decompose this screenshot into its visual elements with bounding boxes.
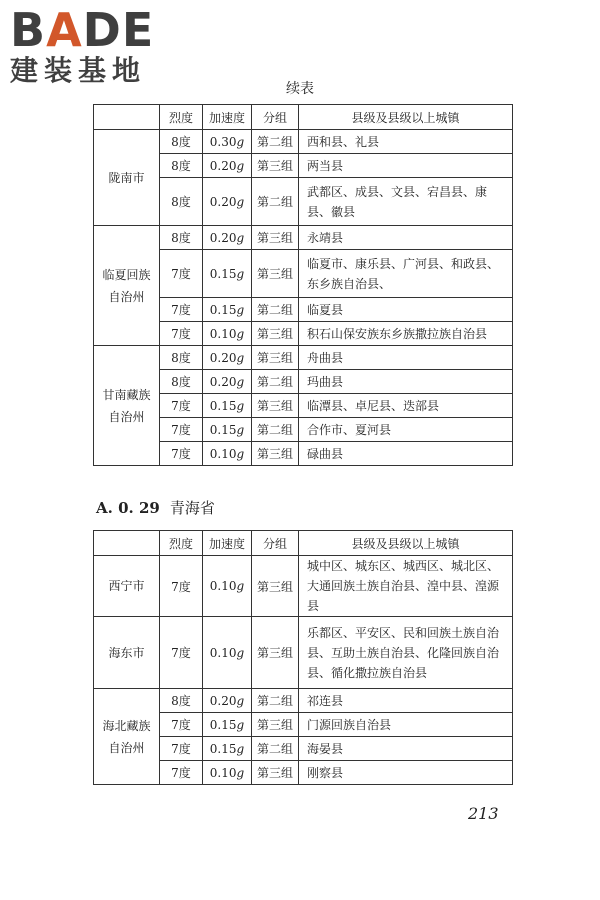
intensity-cell: 7度: [160, 617, 203, 689]
section-heading: [96, 497, 215, 518]
group-cell: 第三组: [252, 713, 299, 737]
group-cell: 第三组: [252, 250, 299, 298]
intensity-cell: 7度: [160, 556, 203, 617]
logo-letters-de: DE: [82, 3, 155, 57]
region-cell: 海北藏族自治州: [94, 689, 160, 785]
group-cell: 第二组: [252, 298, 299, 322]
region-cell: 海东市: [94, 617, 160, 689]
intensity-cell: 7度: [160, 761, 203, 785]
intensity-cell: 8度: [160, 370, 203, 394]
bade-logo: [10, 3, 155, 87]
acceleration-cell: 0.10g: [203, 442, 252, 466]
acceleration-cell: 0.20g: [203, 154, 252, 178]
intensity-cell: 7度: [160, 713, 203, 737]
table-row: [94, 130, 513, 154]
intensity-cell: 8度: [160, 178, 203, 226]
towns-cell: 城中区、城东区、城西区、城北区、大通回族土族自治县、湟中县、湟源县: [299, 556, 513, 617]
towns-cell: 临夏县: [299, 298, 513, 322]
intensity-cell: 7度: [160, 298, 203, 322]
table-row: [94, 689, 513, 713]
table-row: [94, 556, 513, 617]
header-towns: 县级及县级以上城镇: [299, 105, 513, 130]
group-cell: 第三组: [252, 761, 299, 785]
group-cell: 第三组: [252, 226, 299, 250]
logo-letter-b: B: [10, 3, 47, 57]
acceleration-cell: 0.10g: [203, 322, 252, 346]
towns-cell: 乐都区、平安区、民和回族土族自治县、互助土族自治县、化隆回族自治县、循化撒拉族自治县: [299, 617, 513, 689]
acceleration-cell: 0.10g: [203, 556, 252, 617]
intensity-cell: 8度: [160, 689, 203, 713]
header-acceleration: 加速度: [203, 105, 252, 130]
intensity-cell: 7度: [160, 737, 203, 761]
acceleration-cell: 0.20g: [203, 370, 252, 394]
group-cell: 第二组: [252, 130, 299, 154]
header-group: 分组: [252, 105, 299, 130]
acceleration-cell: 0.15g: [203, 250, 252, 298]
towns-cell: 武都区、成县、文县、宕昌县、康县、徽县: [299, 178, 513, 226]
towns-cell: 祁连县: [299, 689, 513, 713]
header-region: [94, 531, 160, 556]
logo-wordmark: [10, 3, 155, 57]
header-region: [94, 105, 160, 130]
logo-subtitle: 建装基地: [10, 54, 147, 87]
page-number: 213: [468, 804, 499, 823]
table-row: [94, 346, 513, 370]
table-header-row: [94, 531, 513, 556]
group-cell: 第三组: [252, 394, 299, 418]
towns-cell: 舟曲县: [299, 346, 513, 370]
section-title: 青海省: [169, 499, 215, 517]
header-towns: 县级及县级以上城镇: [299, 531, 513, 556]
table-header-row: [94, 105, 513, 130]
intensity-cell: 7度: [160, 442, 203, 466]
intensity-table-gansu: [93, 104, 513, 466]
group-cell: 第三组: [252, 322, 299, 346]
header-intensity: 烈度: [160, 531, 203, 556]
intensity-cell: 8度: [160, 226, 203, 250]
group-cell: 第三组: [252, 154, 299, 178]
intensity-cell: 8度: [160, 130, 203, 154]
acceleration-cell: 0.15g: [203, 713, 252, 737]
towns-cell: 海晏县: [299, 737, 513, 761]
intensity-cell: 8度: [160, 154, 203, 178]
intensity-cell: 8度: [160, 346, 203, 370]
header-group: 分组: [252, 531, 299, 556]
group-cell: 第二组: [252, 178, 299, 226]
header-intensity: 烈度: [160, 105, 203, 130]
region-cell: 临夏回族自治州: [94, 226, 160, 346]
group-cell: 第三组: [252, 556, 299, 617]
towns-cell: 刚察县: [299, 761, 513, 785]
group-cell: 第三组: [252, 346, 299, 370]
acceleration-cell: 0.15g: [203, 298, 252, 322]
acceleration-cell: 0.15g: [203, 394, 252, 418]
towns-cell: 积石山保安族东乡族撒拉族自治县: [299, 322, 513, 346]
intensity-cell: 7度: [160, 394, 203, 418]
intensity-cell: 7度: [160, 322, 203, 346]
intensity-table-qinghai: [93, 530, 513, 785]
intensity-cell: 7度: [160, 418, 203, 442]
group-cell: 第二组: [252, 370, 299, 394]
table-row: [94, 226, 513, 250]
towns-cell: 临夏市、康乐县、广河县、和政县、东乡族自治县、: [299, 250, 513, 298]
group-cell: 第二组: [252, 737, 299, 761]
group-cell: 第三组: [252, 442, 299, 466]
region-cell: 甘南藏族自治州: [94, 346, 160, 466]
towns-cell: 西和县、礼县: [299, 130, 513, 154]
acceleration-cell: 0.20g: [203, 346, 252, 370]
table-row: [94, 617, 513, 689]
acceleration-cell: 0.15g: [203, 418, 252, 442]
towns-cell: 门源回族自治县: [299, 713, 513, 737]
towns-cell: 两当县: [299, 154, 513, 178]
region-cell: 西宁市: [94, 556, 160, 617]
acceleration-cell: 0.20g: [203, 689, 252, 713]
acceleration-cell: 0.10g: [203, 761, 252, 785]
towns-cell: 永靖县: [299, 226, 513, 250]
section-number: A. 0. 29: [96, 499, 160, 517]
towns-cell: 合作市、夏河县: [299, 418, 513, 442]
intensity-cell: 7度: [160, 250, 203, 298]
group-cell: 第二组: [252, 418, 299, 442]
acceleration-cell: 0.10g: [203, 617, 252, 689]
towns-cell: 玛曲县: [299, 370, 513, 394]
acceleration-cell: 0.30g: [203, 130, 252, 154]
group-cell: 第二组: [252, 689, 299, 713]
acceleration-cell: 0.15g: [203, 737, 252, 761]
acceleration-cell: 0.20g: [203, 226, 252, 250]
towns-cell: 碌曲县: [299, 442, 513, 466]
logo-letter-a: A: [46, 3, 83, 57]
group-cell: 第三组: [252, 617, 299, 689]
continued-label: 续表: [286, 81, 314, 97]
header-acceleration: 加速度: [203, 531, 252, 556]
acceleration-cell: 0.20g: [203, 178, 252, 226]
region-cell: 陇南市: [94, 130, 160, 226]
towns-cell: 临潭县、卓尼县、迭部县: [299, 394, 513, 418]
